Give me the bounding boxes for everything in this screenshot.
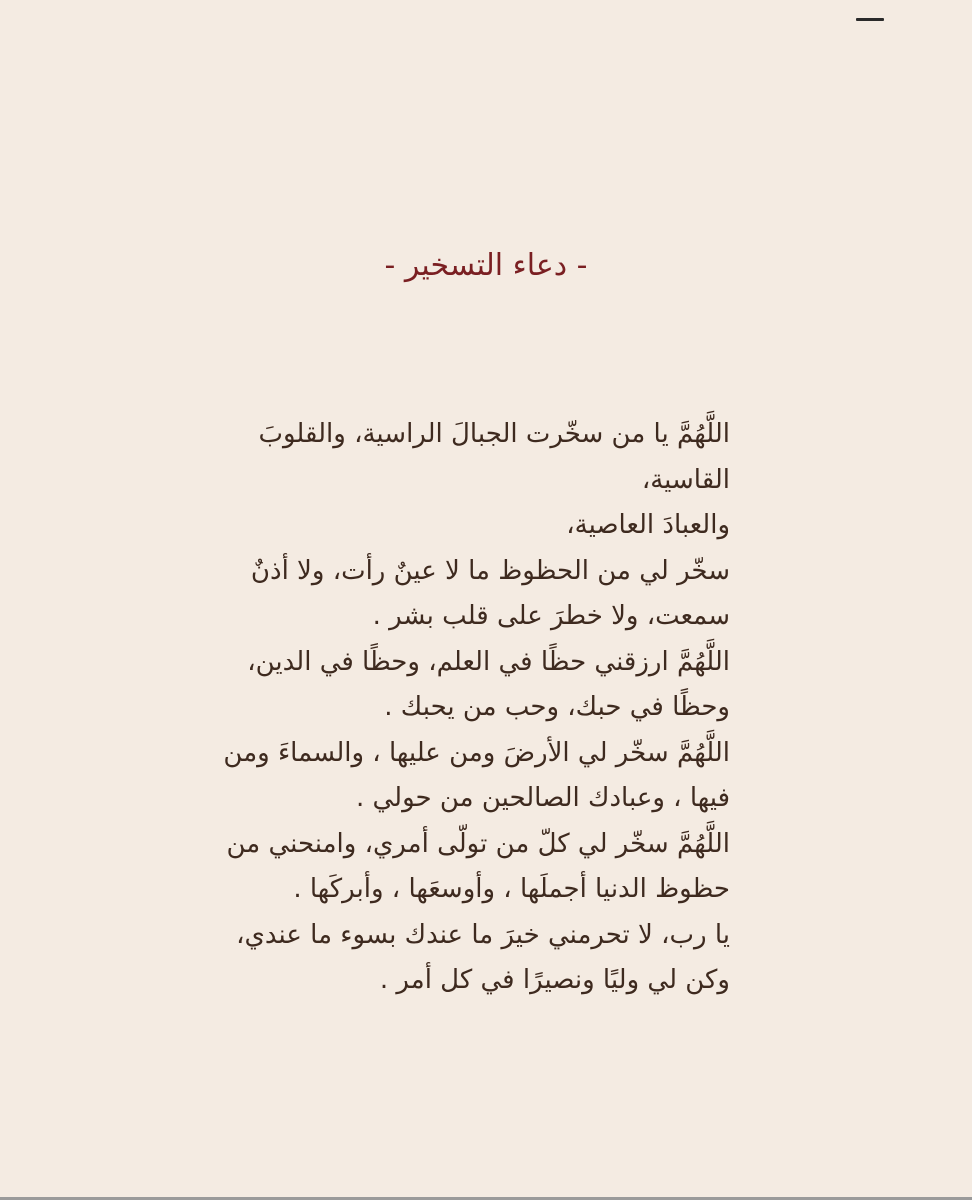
prayer-line: اللَّهُمَّ ارزقني حظًا في العلم، وحظًا في الدين،: [247, 646, 730, 677]
prayer-line: وحظًا في حبك، وحب من يحبك .: [384, 692, 730, 722]
prayer-line: حظوظ الدنيا أجملَها ، وأوسعَها ، وأبركَها .: [293, 874, 730, 904]
prayer-line: القاسية،: [641, 464, 730, 495]
prayer-line: يا رب، لا تحرمني خيرَ ما عندك بسوء ما عندي،: [236, 919, 730, 950]
prayer-line: والعبادَ العاصية،: [566, 510, 730, 540]
prayer-line: اللَّهُمَّ سخّر لي الأرضَ ومن عليها ، والسماءَ ومن: [223, 737, 730, 768]
corner-mark: [856, 18, 884, 21]
page-title: - دعاء التسخير -: [384, 248, 588, 283]
prayer-line: اللَّهُمَّ سخّر لي كلّ من تولّى أمري، وامنحني من: [226, 828, 730, 859]
prayer-line: سمعت، ولا خطرَ على قلب بشر .: [372, 601, 730, 631]
prayer-line: اللَّهُمَّ يا من سخّرت الجبالَ الراسية، والقلوبَ: [258, 419, 730, 449]
prayer-text: [223, 412, 730, 1004]
prayer-line: سخّر لي من الحظوظ ما لا عينٌ رأت، ولا أذنٌ: [250, 555, 730, 586]
prayer-line: فيها ، وعبادك الصالحين من حولي .: [355, 783, 730, 813]
prayer-line: وكن لي وليًا ونصيرًا في كل أمر .: [379, 965, 730, 995]
